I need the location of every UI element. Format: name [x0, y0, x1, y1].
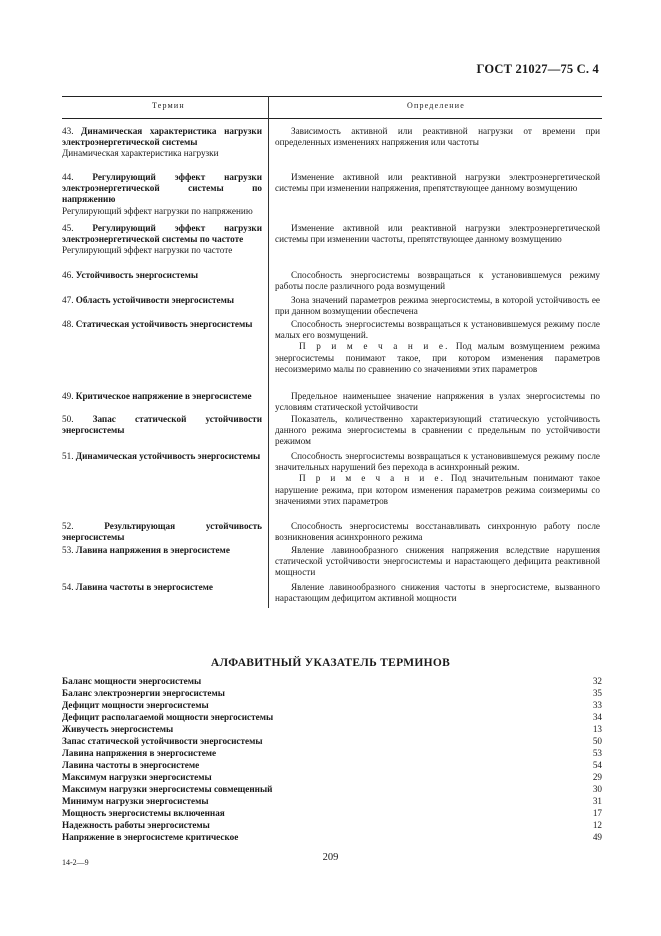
term-number: 48. [62, 319, 74, 329]
term-entry-48 [62, 319, 262, 330]
definition-49: Предельное наименьшее значение напряжения в узлах энергосистемы по условиям статической устойчивости [275, 391, 600, 413]
index-title: АЛФАВИТНЫЙ УКАЗАТЕЛЬ ТЕРМИНОВ [210, 657, 451, 669]
term-entry-43 [62, 126, 262, 160]
document-code: ГОСТ 21027—75 С. 4 [476, 62, 599, 76]
index-row: Надежность работы энергосистемы 12 [62, 820, 602, 830]
definition-note: П р и м е ч а н и е. Под малым возмущением режима энергосистемы понимают такое, при котором изменения параметров несоизмеримо малы по сравнению со значениями этих параметров [275, 341, 601, 374]
definition-48: Способность энергосистемы возвращаться к установившемуся режиму после малых его возмущений. П р и м е ч а н и е. Под малым возмущением режима энергосистемы понимают такое, при котором изменения параметров несоизмеримо малы по сравнению со значениями этих параметров [275, 319, 601, 374]
term-entry-53 [62, 545, 262, 556]
definition-51: Способность энергосистемы возвращаться к установившемуся режиму после значительных нарушений без перехода в асинхронный режим. П р и м е ч а н и е. Под значительным понимают такое нарушение режима, при котором изменения параметров режима соизмеримы со значениями этих параметров [275, 451, 600, 506]
term-number: 54. [62, 582, 74, 592]
term-number: 53. [62, 545, 74, 555]
term-number: 52. [62, 521, 74, 531]
term-name: Критическое напряжение в энергосистеме [75, 391, 252, 401]
column-header-definition: Определение [407, 101, 465, 110]
term-number: 44. [62, 172, 74, 182]
index-row: Лавина напряжения в энергосистеме 53 [62, 748, 602, 758]
index-row: Баланс электроэнергии энергосистемы 35 [62, 688, 602, 698]
index-row: Дефицит мощности энергосистемы 33 [62, 700, 602, 710]
term-number: 46. [62, 270, 74, 280]
term-name: Регулирующий эффект нагрузки электроэнергетической системы по частоте [62, 223, 262, 245]
definition-50: Показатель, количественно характеризующий статическую устойчивость данного режима энергосистемы в сравнении с предельным по устойчивости режимом [275, 414, 600, 447]
term-number: 50. [62, 414, 74, 424]
index-row: Максимум нагрузки энергосистемы 29 [62, 772, 602, 782]
definition-note: П р и м е ч а н и е. Под значительным понимают такое нарушение режима, при котором изменения параметров режима соизмеримы со значениями этих параметров [275, 473, 600, 506]
table-header [62, 96, 602, 119]
index-row: Максимум нагрузки энергосистемы совмещенный 30 [62, 784, 602, 794]
index-row: Напряжение в энергосистеме критическое 49 [62, 832, 602, 842]
definition-46: Способность энергосистемы возвращаться к установившемуся режиму работы после различного рода возмущений [275, 270, 600, 292]
index-row: Минимум нагрузки энергосистемы 31 [62, 796, 602, 806]
term-number: 47. [62, 295, 74, 305]
term-name: Статическая устойчивость энергосистемы [75, 319, 253, 329]
column-header-term: Термин [152, 101, 185, 110]
definition-54: Явление лавинообразного снижения частоты в энергосистеме, вызванного нарастающим дефицитом активной мощности [275, 582, 600, 604]
definition-52: Способность энергосистемы восстанавливать синхронную работу после возникновения асинхронного режима [275, 521, 600, 543]
term-entry-45 [62, 223, 262, 257]
term-name: Динамическая устойчивость энергосистемы [75, 451, 261, 461]
term-synonym: Динамическая характеристика нагрузки [62, 148, 219, 159]
page-number: 209 [322, 852, 339, 863]
index-row: Живучесть энергосистемы 13 [62, 724, 602, 734]
index-row: Мощность энергосистемы включенная 17 [62, 808, 602, 818]
term-name: Результирующая устойчивость энергосистемы [62, 521, 262, 543]
term-name: Лавина напряжения в энергосистеме [75, 545, 230, 555]
term-name: Динамическая характеристика нагрузки электроэнергетической системы [62, 126, 262, 148]
term-entry-51 [62, 451, 262, 462]
alphabetical-index [62, 675, 602, 843]
column-divider [268, 96, 269, 608]
definition-53: Явление лавинообразного снижения напряжения вследствие нарушения статической устойчивости энергосистемы и нарастающего дефицита реактивной мощности [275, 545, 600, 578]
term-entry-49 [62, 391, 262, 402]
definition-43: Зависимость активной или реактивной нагрузки от времени при определенных изменениях напряжения или частоты [275, 126, 600, 148]
index-row: Лавина частоты в энергосистеме 54 [62, 760, 602, 770]
definition-47: Зона значений параметров режима энергосистемы, в которой устойчивость ее при данном возмущении обеспечена [275, 295, 600, 317]
index-row: Дефицит располагаемой мощности энергосистемы 34 [62, 712, 602, 722]
index-row: Баланс мощности энергосистемы 32 [62, 676, 602, 686]
index-row: Запас статической устойчивости энергосистемы 50 [62, 736, 602, 746]
term-name: Запас статической устойчивости энергосистемы [62, 414, 262, 436]
term-number: 49. [62, 391, 74, 401]
term-name: Лавина частоты в энергосистеме [75, 582, 213, 592]
term-name: Регулирующий эффект нагрузки электроэнергетической системы по напряжению [62, 172, 262, 205]
definition-45: Изменение активной или реактивной нагрузки электроэнергетической системы при изменении частоты, препятствующее данному возмущению [275, 223, 600, 245]
term-entry-44 [62, 172, 262, 217]
term-entry-47 [62, 295, 262, 306]
term-synonym: Регулирующий эффект нагрузки по частоте [62, 245, 233, 256]
definition-44: Изменение активной или реактивной нагрузки электроэнергетической системы при изменении напряжения, препятствующее данному возмущению [275, 172, 600, 194]
term-name: Область устойчивости энергосистемы [75, 295, 235, 305]
term-entry-50 [62, 414, 262, 436]
term-entry-46 [62, 270, 262, 281]
term-name: Устойчивость энергосистемы [75, 270, 199, 280]
term-number: 45. [62, 223, 74, 233]
term-entry-54 [62, 582, 262, 593]
footer-code: 14-2—9 [62, 858, 89, 867]
term-entry-52 [62, 521, 262, 543]
term-synonym: Регулирующий эффект нагрузки по напряжению [62, 205, 253, 216]
term-number: 51. [62, 451, 74, 461]
term-number: 43. [62, 126, 74, 136]
